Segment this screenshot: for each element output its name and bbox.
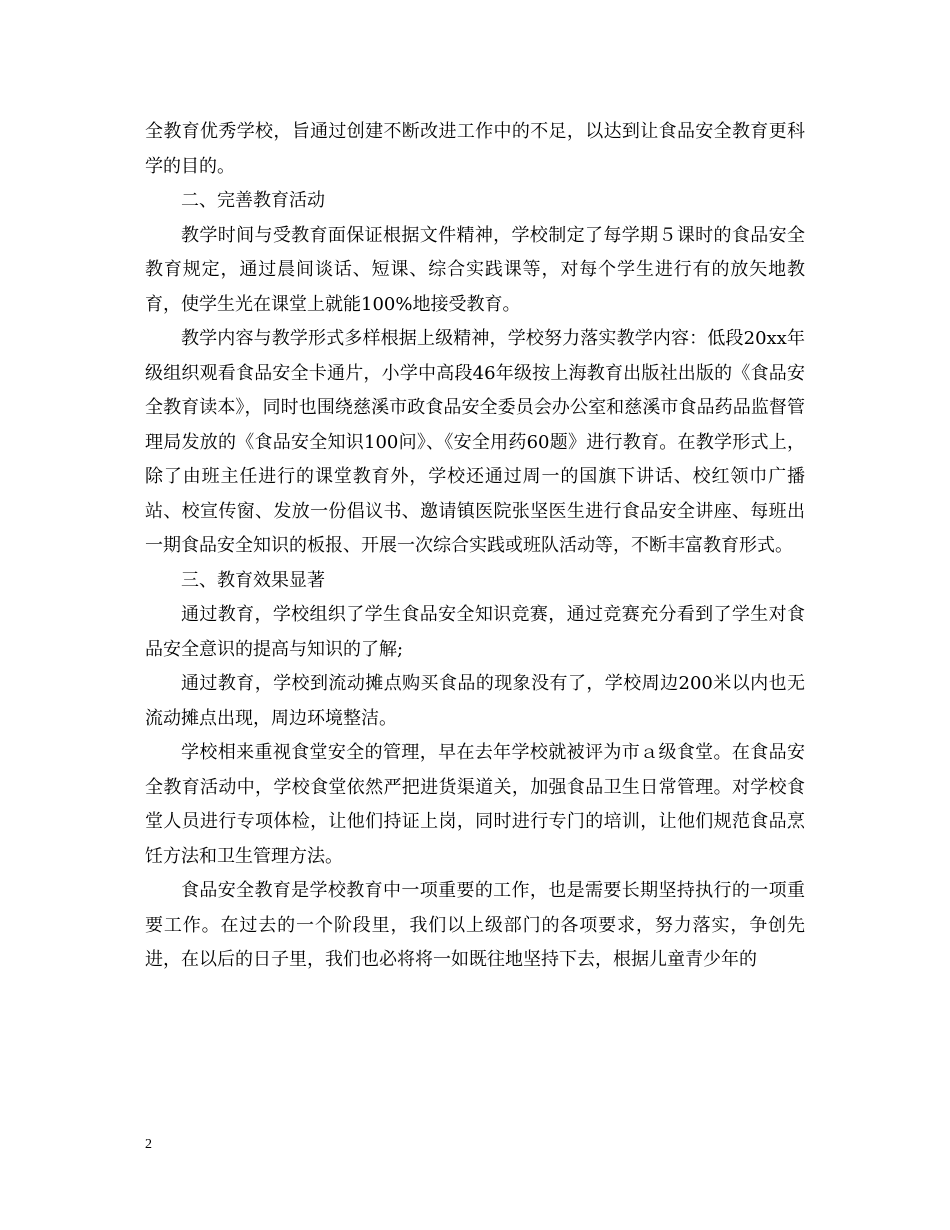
document-body (145, 115, 805, 978)
paragraph-3: 教学时间与受教育面保证根据文件精神，学校制定了每学期５课时的食品安全教育规定，通过晨间谈话、短课、综合实践课等，对每个学生进行有的放矢地教育，使学生光在课堂上就能100%地接受教育。 (145, 224, 805, 315)
paragraph-1: 全教育优秀学校，旨通过创建不断改进工作中的不足，以达到让食品安全教育更科学的目的。 (145, 121, 805, 177)
paragraph-8: 学校相来重视食堂安全的管理，早在去年学校就被评为市ａ级食堂。在食品安全教育活动中，学校食堂依然严把进货渠道关，加强食品卫生日常管理。对学校食堂人员进行专项体检，让他们持证上岗，同时进行专门的培训，让他们规范食品烹饪方法和卫生管理方法。 (145, 742, 805, 867)
paragraph-9: 食品安全教育是学校教育中一项重要的工作，也是需要长期坚持执行的一项重要工作。在过去的一个阶段里，我们以上级部门的各项要求，努力落实，争创先进，在以后的日子里，我们也必将将一如既往地坚持下去，根据儿童青少年的 (145, 880, 805, 970)
paragraph-6: 通过教育，学校组织了学生食品安全知识竞赛，通过竞赛充分看到了学生对食品安全意识的提高与知识的了解; (145, 604, 805, 660)
paragraph-7: 通过教育，学校到流动摊点购买食品的现象没有了，学校周边200米以内也无流动摊点出现，周边环境整洁。 (145, 673, 805, 729)
paragraph-4: 教学内容与教学形式多样根据上级精神，学校努力落实教学内容：低段20xx年级组织观看食品安全卡通片，小学中高段46年级按上海教育出版社出版的《食品安全教育读本》，同时也围绕慈溪市政食品安全委员会办公室和慈溪市食品药品监督管理局发放的《食品安全知识100问》、《安全用药60题》进行教育。在教学形式上，除了由班主任进行的课堂教育外，学校还通过周一的国旗下讲话、校红领巾广播站、校宣传窗、发放一份倡议书、邀请镇医院张坚医生进行食品安全讲座、每班出一期食品安全知识的板报、开展一次综合实践或班队活动等，不断丰富教育形式。 (145, 328, 805, 556)
section-heading-3: 三、教育效果显著 (181, 569, 325, 591)
section-heading-2: 二、完善教育活动 (181, 190, 325, 211)
page-number: 2 (145, 1137, 152, 1152)
